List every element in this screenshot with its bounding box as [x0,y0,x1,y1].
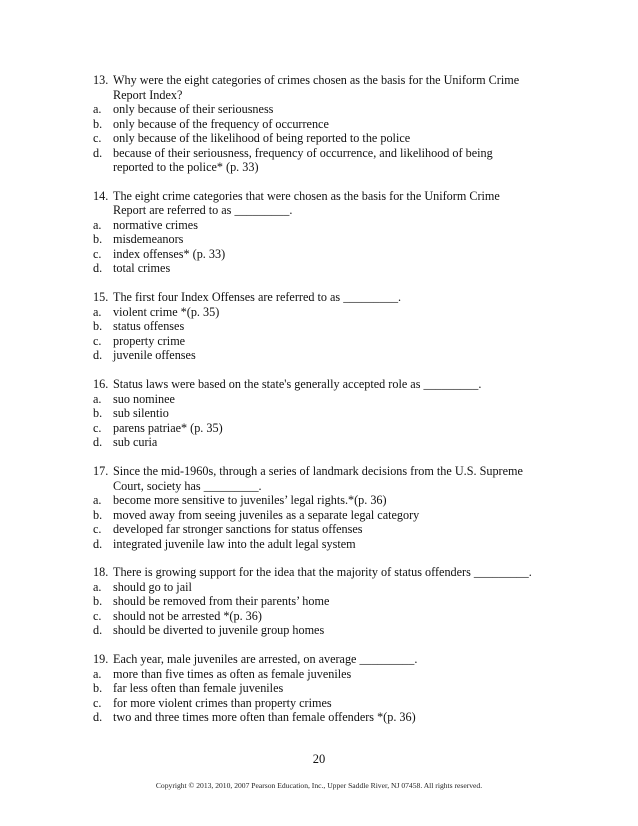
option-text: become more sensitive to juveniles’ legal rights.*(p. 36) [113,493,387,508]
option-c [93,421,533,436]
question-18 [93,565,533,638]
question-text: The eight crime categories that were chosen as the basis for the Uniform Crime Report are referred to as _________. [113,188,500,218]
option-letter: a. [93,217,102,232]
option-letter: a. [93,391,102,406]
option-text: because of their seriousness, frequency of occurrence, and likelihood of being reported to the police* (p. 33) [113,145,493,174]
question-stem [93,652,533,667]
question-19 [93,652,533,725]
option-letter: c. [93,131,102,145]
option-text: property crime [113,333,186,348]
option-c [93,696,533,711]
option-a [93,493,533,508]
option-letter: c. [93,695,102,710]
option-b [93,508,533,523]
question-list [93,73,533,739]
question-stem [93,290,533,305]
option-b [93,681,533,696]
option-b [93,594,533,609]
option-c [93,522,533,537]
option-b [93,117,533,132]
option-letter: b. [93,681,103,696]
option-b [93,406,533,421]
option-d [93,623,533,638]
option-text: sub silentio [113,406,169,421]
question-stem [93,189,533,218]
option-letter: d. [93,261,103,276]
question-13 [93,73,533,175]
option-letter: b. [93,594,103,609]
option-text: should be removed from their parents’ home [113,594,330,609]
question-stem [93,377,533,392]
question-number: 13. [93,73,109,87]
option-d [93,435,533,450]
option-c [93,131,533,146]
option-letter: d. [93,145,103,160]
option-d [93,146,533,175]
option-text: normative crimes [113,217,198,232]
option-a [93,580,533,595]
option-a [93,667,533,682]
option-d [93,710,533,725]
option-text: only because of the frequency of occurrence [113,116,329,131]
question-17 [93,464,533,551]
option-letter: c. [93,522,102,537]
option-text: moved away from seeing juveniles as a separate legal category [113,507,420,522]
option-text: violent crime *(p. 35) [113,304,220,319]
option-letter: b. [93,319,103,334]
question-text: The first four Index Offenses are referred to as _________. [113,290,402,305]
option-a [93,102,533,117]
question-text: Since the mid-1960s, through a series of landmark decisions from the U.S. Supreme Court, society has _________. [113,464,523,493]
option-letter: b. [93,406,103,421]
option-letter: a. [93,666,102,681]
option-letter: b. [93,116,103,131]
option-letter: d. [93,435,103,450]
question-stem [93,565,533,580]
page-number: 20 [312,752,326,766]
option-text: should not be arrested *(p. 36) [113,608,262,623]
option-letter: d. [93,710,103,725]
option-text: far less often than female juveniles [113,681,284,696]
option-text: sub curia [113,435,158,450]
option-a [93,392,533,407]
option-text: suo nominee [113,391,175,406]
option-d [93,348,533,363]
question-14 [93,189,533,276]
question-text: Why were the eight categories of crimes chosen as the basis for the Uniform Crime Report Index? [113,73,520,102]
option-c [93,334,533,349]
option-d [93,261,533,276]
option-text: should be diverted to juvenile group homes [113,623,325,638]
option-text: only because of the likelihood of being reported to the police [113,131,411,145]
question-number: 15. [93,290,109,305]
option-c [93,247,533,262]
option-d [93,537,533,552]
option-a [93,218,533,233]
question-number: 19. [93,652,109,667]
option-a [93,305,533,320]
question-stem [93,73,533,102]
option-letter: a. [93,304,102,319]
copyright-notice: Copyright © 2013, 2010, 2007 Pearson Education, Inc., Upper Saddle River, NJ 07458. All rights reserved. [155,781,483,790]
option-b [93,319,533,334]
option-text: only because of their seriousness [113,102,274,116]
question-number: 16. [93,377,109,392]
option-text: juvenile offenses [113,348,196,363]
question-text: Status laws were based on the state's generally accepted role as _________. [113,377,482,392]
option-letter: c. [93,333,102,348]
option-text: integrated juvenile law into the adult legal system [113,536,356,551]
option-text: two and three times more often than female offenders *(p. 36) [113,710,416,725]
option-text: should go to jail [113,579,192,594]
option-letter: c. [93,246,102,261]
option-letter: b. [93,507,103,522]
option-letter: d. [93,536,103,551]
option-text: more than five times as often as female juveniles [113,666,352,681]
option-b [93,232,533,247]
question-15 [93,290,533,363]
option-letter: a. [93,102,102,116]
question-number: 14. [93,188,109,203]
option-text: developed far stronger sanctions for status offenses [113,522,363,537]
option-text: for more violent crimes than property crimes [113,695,332,710]
option-c [93,609,533,624]
question-number: 17. [93,464,109,479]
question-text: Each year, male juveniles are arrested, on average _________. [113,652,418,667]
option-letter: c. [93,608,102,623]
option-letter: a. [93,579,102,594]
question-number: 18. [93,565,109,580]
option-text: index offenses* (p. 33) [113,246,226,261]
question-text: There is growing support for the idea that the majority of status offenders _________. [113,565,532,580]
option-letter: d. [93,623,103,638]
option-letter: a. [93,493,102,508]
option-text: misdemeanors [113,232,184,247]
question-16 [93,377,533,450]
option-letter: b. [93,232,103,247]
option-text: total crimes [113,261,171,276]
option-letter: c. [93,420,102,435]
question-stem [93,464,533,493]
option-text: parens patriae* (p. 35) [113,420,223,435]
option-text: status offenses [113,319,185,334]
option-letter: d. [93,348,103,363]
